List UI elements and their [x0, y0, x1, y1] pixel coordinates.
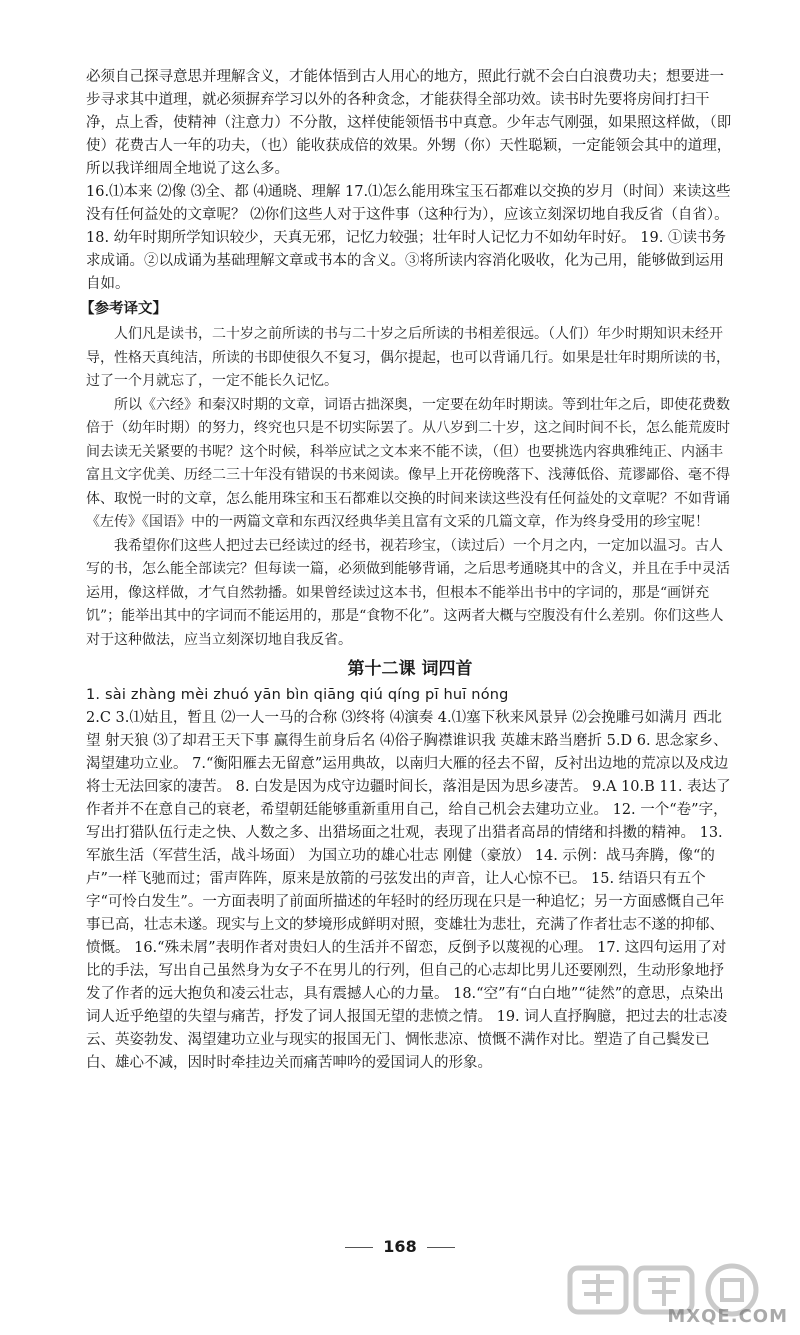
reference-paragraph: 所以《六经》和秦汉时期的文章，词语古拙深奥，一定要在幼年时期读。等到壮年之后，即使花费数倍于（幼年时期）的努力，终究也只是不切实际罢了。从八岁到二十岁，这之间时间不长，怎么能荒废时间去读无关紧要的书呢？这个时候，科举应试之文本来不能不读，（但）也要挑选内容典雅纯正、内涵丰富且文字优美、历经二三十年没有错误的书来阅读。像早上开花傍晚落下、浅薄低俗、荒谬鄙俗、毫不得体、取悦一时的文章，怎么能用珠宝和玉石都难以交换的时间来读这些没有任何益处的文章呢？不如背诵《左传》《国语》中的一两篇文章和东西汉经典华美且富有文采的几篇文章，作为终身受用的珍宝呢！	[86, 396, 730, 530]
answers-16-19: 16.⑴本来 ⑵像 ⑶全、都 ⑷通晓、理解 17.⑴怎么能用珠宝玉石都难以交换的岁月（时间）来读这些没有任何益处的文章呢？ ⑵你们这些人对于这件事（这种行为），应该立刻深切地自我反省（自省）。 18. 幼年时期所学知识较少，天真无邪，记忆力较强；壮年时人记忆力不如幼年时好。 19. ①读书务求成诵。②以成诵为基础理解文章或书本的含义。③将所读内容消化吸收，化为己用，能够做到运用自如。	[86, 184, 731, 292]
reference-translation-label: 【参考译文】	[80, 301, 167, 317]
reference-paragraph: 我希望你们这些人把过去已经读过的经书，视若珍宝，（读过后）一个月之内，一定加以温习。古人写的书，怎么能全部读完？但每读一篇，必须做到能够背诵，之后思考通晓其中的含义，并且在手中灵活运用，像这样做，才气自然勃播。如果曾经读过这本书，但根本不能举出书中的字词的，那是“画饼充饥”；能举出其中的字词而不能运用的，那是“食物不化”。这两者大概与空腹没有什么差别。你们这些人对于这种做法，应当立刻深切地自我反省。	[86, 537, 730, 648]
translation-tail: 必须自己探寻意思并理解含义，才能体悟到古人用心的地方，照此行就不会白白浪费功夫；想要进一步寻求其中道理，就必须摒弃学习以外的各种贪念，才能获得全部功效。读书时先要将房间打扫干净，点上香，使精神（注意力）不分散，这样使能领悟书中真意。少年志气刚强，如果照这样做，（即使）花费古人一年的功夫，（也）能收获成倍的效果。外甥（你）天性聪颖，一定能领会其中的道理，所以我详细周全地说了这么多。	[86, 69, 732, 177]
reference-translation	[86, 323, 734, 652]
watermark-text: MXQE.COM	[667, 1306, 788, 1327]
lesson-heading: 第十二课 词四首	[347, 659, 473, 679]
lesson-answers	[86, 684, 734, 1075]
footer-dash-left	[345, 1247, 373, 1248]
lesson-answer-list: 2.C 3.⑴姑且，暂且 ⑵一人一马的合称 ⑶终将 ⑷演奏 4.⑴塞下秋来风景异 ⑵会挽雕弓如满月 西北望 射天狼 ⑶了却君王天下事 赢得生前身后名 ⑷俗子胸襟谁识我 英雄末路当磨折 5.D 6. 思念家乡、渴望建功立业。 7.“衡阳雁去无留意”运用典故，以南归大雁的径去不留，反衬出边地的荒凉以及戍边将士无法回家的凄苦。 8. 白发是因为戍守边疆时间长，落泪是因为思乡凄苦。 9.A 10.B 11. 表达了作者并不在意自己的衰老，希望朝廷能够重新重用自己，给自己机会去建功立业。 12. 一个“卷”字，写出打猎队伍行走之快、人数之多、出猎场面之壮观，表现了出猎者高昂的情绪和抖擞的精神。 13. 军旅生活（军营生活，战斗场面） 为国立功的雄心壮志 刚健（豪放） 14. 示例：战马奔腾，像“的卢”一样飞驰而过；雷声阵阵，原来是放箭的弓弦发出的声音，让人心惊不已。 15. 结语只有五个字“可怜白发生”。一方面表明了前面所描述的年轻时的经历现在只是一种追忆；另一方面感慨自己年事已高，壮志未遂。现实与上文的梦境形成鲜明对照，变雄壮为悲壮，充满了作者壮志不遂的抑郁、愤慨。 16.“殊未屑”表明作者对贵妇人的生活并不留恋，反倒予以蔑视的心理。 17. 这四句运用了对比的手法，写出自己虽然身为女子不在男儿的行列，但自己的心志却比男儿还要刚烈，生动形象地抒发了作者的远大抱负和凌云壮志，具有震撼人心的力量。 18.“空”有“白白地”“徒然”的意思，点染出词人近乎绝望的失望与痛苦，抒发了词人报国无望的悲愤之情。 19. 词人直抒胸臆，把过去的壮志凌云、英姿勃发、渴望建功立业与现实的报国无门、惆怅悲凉、愤慨不满作对比。塑造了自己鬓发已白、雄心不减，因时时牵挂边关而痛苦呻吟的爱国词人的形象。	[86, 710, 731, 1071]
reference-paragraph: 人们凡是读书，二十岁之前所读的书与二十岁之后所读的书相差很远。（人们）年少时期知识未经开导，性格天真纯洁，所读的书即使很久不复习，偶尔提起，也可以背诵几行。如果是壮年时期所读的书，过了一个月就忘了，一定不能长久记忆。	[86, 326, 730, 389]
page-footer	[0, 1237, 800, 1256]
footer-dash-right	[427, 1247, 455, 1248]
pinyin-answers: 1. sài zhàng mèi zhuó yān bìn qiāng qiú qíng pī huī nóng	[86, 687, 509, 703]
answer-section-prev	[86, 66, 734, 296]
page-number: 168	[383, 1237, 417, 1256]
